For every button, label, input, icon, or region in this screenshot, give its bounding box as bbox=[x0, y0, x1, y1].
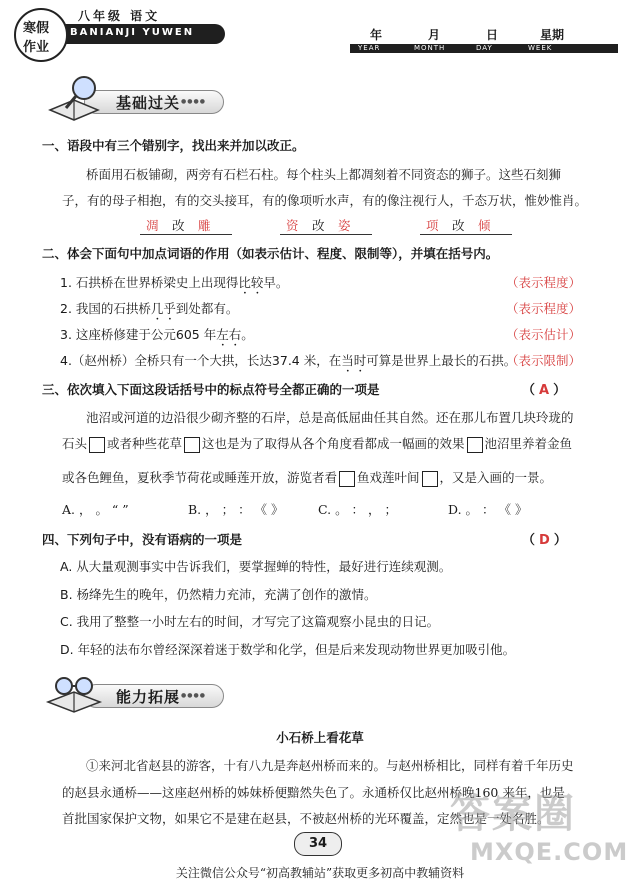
section-basic-banner bbox=[44, 84, 244, 116]
q1-ans2-underline bbox=[280, 234, 372, 235]
q3-line2 bbox=[62, 434, 572, 453]
q4-prompt: 四、下列句子中，没有语病的一项是 bbox=[42, 532, 243, 547]
pinyin-subtitle: BANIANJI YUWEN bbox=[70, 27, 195, 38]
page-number: 34 bbox=[294, 832, 342, 856]
q3-line2-d: 池沼里养着金鱼 bbox=[484, 436, 573, 451]
q4-option-a: A. 从大量观测事实中告诉我们，要掌握蝉的特性，最好进行连续观测。 bbox=[60, 559, 452, 574]
date-year-label: 年 bbox=[370, 28, 383, 42]
q3-line3-a: 或各色鲤鱼，夏秋季节荷花或睡莲开放，游览者看 bbox=[62, 470, 338, 485]
q3-answer: A bbox=[539, 383, 550, 398]
badge-line2: 作业 bbox=[23, 40, 50, 55]
q4-open: （ bbox=[522, 533, 536, 548]
q4-option-d: D. 年轻的法布尔曾经深深着迷于数学和化学，但是后来发现动物世界更加吸引他。 bbox=[60, 642, 516, 657]
q1-prompt: 一、语段中有三个错别字，找出来并加以改正。 bbox=[42, 138, 305, 153]
q2-item4-answer: （表示限制） bbox=[506, 353, 582, 368]
q3-close: ） bbox=[553, 383, 567, 398]
q3-option-b: B. ， ； ： 《 》 bbox=[188, 502, 284, 517]
q3-line2-a: 石头 bbox=[62, 436, 88, 451]
q2-item2 bbox=[60, 299, 238, 323]
q3-line2-c: 这也是为了取得从各个角度看都成一幅画的效果 bbox=[202, 436, 465, 451]
q2-item2-emph: 几乎 bbox=[150, 301, 176, 316]
date-week-en: WEEK bbox=[528, 44, 553, 52]
date-month-en: MONTH bbox=[414, 44, 446, 52]
q2-item3-emph: 左右 bbox=[216, 327, 242, 342]
q2-item4-pre: 4.（赵州桥）全桥只有一个大拱，长达37.4 米，在 bbox=[60, 353, 342, 368]
grade-subject: 八年级 语文 bbox=[78, 9, 161, 23]
q2-item1-pre: 1. 石拱桥在世界桥梁史上出现得 bbox=[60, 275, 239, 290]
q4-option-b: B. 杨绛先生的晚年，仍然精力充沛，充满了创作的激情。 bbox=[60, 587, 377, 602]
q1-ans2-wrong: 资 bbox=[286, 218, 299, 233]
q1-ans2-mid: 改 bbox=[312, 218, 325, 233]
q3-line3 bbox=[62, 468, 552, 487]
q4-close: ） bbox=[553, 533, 567, 548]
q2-item3-pre: 3. 这座桥修建于公元605 年 bbox=[60, 327, 217, 342]
q2-prompt: 二、体会下面句中加点词语的作用（如表示估计、程度、限制等），并填在括号内。 bbox=[42, 246, 499, 261]
q3-prompt: 三、依次填入下面这段话括号中的标点符号全都正确的一项是 bbox=[42, 382, 380, 397]
q3-line3-c: ，又是入画的一景。 bbox=[439, 470, 553, 485]
magnifier-book-icon bbox=[44, 70, 108, 122]
reading-line2: 的赵县永通桥——这座赵州桥的姊妹桥便黯然失色了。永通桥仅比赵州桥晚160 来年，也是 bbox=[62, 785, 565, 800]
date-day-label: 日 bbox=[486, 28, 499, 42]
q3-blank-2 bbox=[184, 437, 200, 453]
q2-item4 bbox=[60, 351, 516, 375]
q4-answer-bracket bbox=[522, 529, 567, 548]
q3-option-d: D. 。 ： 《 》 bbox=[448, 502, 528, 517]
q2-item2-post: 到处都有。 bbox=[175, 301, 239, 316]
q2-item1 bbox=[60, 273, 288, 297]
q3-open: （ bbox=[522, 383, 536, 398]
q1-passage-line2: 子，有的母子相抱，有的交头接耳，有的像项听水声，有的像注视行人，千态万状，惟妙惟肖。 bbox=[62, 193, 588, 208]
q1-ans2-right: 姿 bbox=[338, 218, 351, 233]
q4-option-c: C. 我用了整整一小时左右的时间，才写完了这篇观察小昆虫的日记。 bbox=[60, 614, 440, 629]
date-month-label: 月 bbox=[428, 28, 441, 42]
q3-answer-bracket bbox=[522, 379, 566, 398]
q3-blank-5 bbox=[422, 471, 438, 487]
q2-item1-post: 早。 bbox=[263, 275, 289, 290]
reading-title: 小石桥上看花草 bbox=[276, 730, 364, 745]
q1-ans3-underline bbox=[420, 234, 512, 235]
q3-option-a: A. ， 。 “ ” bbox=[62, 502, 129, 517]
holiday-homework-badge bbox=[14, 8, 68, 62]
q3-line3-b: 鱼戏莲叶间 bbox=[357, 470, 420, 485]
q3-blank-1 bbox=[89, 437, 105, 453]
q2-item4-post: 可算是世界上最长的石拱。 bbox=[366, 353, 517, 368]
q4-answer: D bbox=[539, 533, 550, 548]
q3-option-c: C. 。 ： ， ； bbox=[318, 502, 397, 517]
watermark-logo: 答案圈 bbox=[450, 791, 576, 837]
q1-ans3-mid: 改 bbox=[452, 218, 465, 233]
q1-ans1-mid: 改 bbox=[172, 218, 185, 233]
q1-ans1-right: 雕 bbox=[198, 218, 211, 233]
q2-item3 bbox=[60, 325, 254, 349]
q2-item1-emph: 比较 bbox=[238, 275, 264, 290]
q1-ans1-underline bbox=[140, 234, 232, 235]
section-basic-title: 基础过关 bbox=[116, 94, 181, 112]
badge-line1: 寒假 bbox=[23, 21, 50, 36]
footer-note: 关注微信公众号“初高教辅站”获取更多初高中教辅资料 bbox=[175, 866, 465, 880]
q2-item4-emph: 当时 bbox=[341, 353, 367, 368]
glasses-book-icon bbox=[44, 664, 108, 716]
date-week-label: 星期 bbox=[540, 28, 565, 42]
q1-ans3-wrong: 项 bbox=[426, 218, 439, 233]
q2-item1-answer: （表示程度） bbox=[506, 275, 582, 290]
q1-ans3-right: 倾 bbox=[478, 218, 491, 233]
q3-blank-4 bbox=[339, 471, 355, 487]
q2-item2-pre: 2. 我国的石拱桥 bbox=[60, 301, 151, 316]
section-extension-banner bbox=[44, 678, 244, 710]
q1-answer-row bbox=[140, 216, 552, 236]
date-year-en: YEAR bbox=[358, 44, 381, 52]
reading-line3: 首批国家保护文物，如果它不是建在赵县，不被赵州桥的光环覆盖，定然也是一处名胜。 bbox=[62, 811, 550, 826]
watermark-url: MXQE.COM bbox=[470, 838, 629, 866]
q2-item3-post: 。 bbox=[241, 327, 254, 342]
date-day-en: DAY bbox=[476, 44, 493, 52]
q2-item2-answer: （表示程度） bbox=[506, 301, 582, 316]
reading-line1: ①来河北省赵县的游客，十有八九是奔赵州桥而来的。与赵州桥相比，同样有着千年历史 bbox=[86, 758, 574, 773]
q2-item3-answer: （表示估计） bbox=[506, 327, 582, 342]
section-extension-title: 能力拓展 bbox=[116, 688, 181, 706]
q3-line2-b: 或者种些花草 bbox=[107, 436, 183, 451]
q3-line1: 池沼或河道的边沿很少砌齐整的石岸，总是高低屈曲任其自然。还在那儿布置几块玲珑的 bbox=[86, 410, 574, 425]
q1-ans1-wrong: 凋 bbox=[146, 218, 159, 233]
q3-blank-3 bbox=[467, 437, 483, 453]
q1-passage-line1: 桥面用石板铺砌，两旁有石栏石柱。每个柱头上都凋刻着不同资态的狮子。这些石刻狮 bbox=[86, 167, 562, 182]
section-basic-dots: ●●●● bbox=[181, 98, 206, 105]
section-extension-dots: ●●●● bbox=[181, 692, 206, 699]
